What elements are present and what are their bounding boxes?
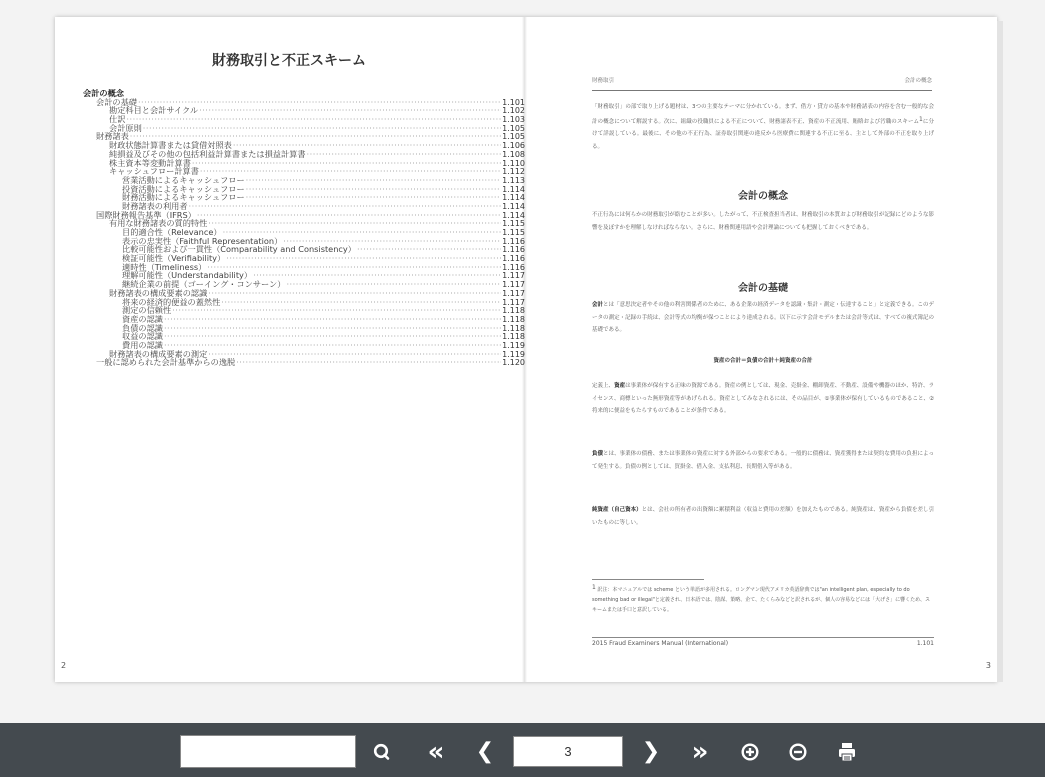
running-head-right: 会計の概念 — [904, 78, 932, 84]
toc-title: 財務取引と不正スキーム — [212, 53, 366, 69]
toc-entry[interactable] — [83, 89, 525, 98]
toc-entry-label: 財務諸表の構成要素の認識 — [109, 287, 208, 298]
toc-entry-page: 1.117 — [502, 297, 525, 307]
toc-entry-page: 1.113 — [502, 175, 525, 185]
zoom-in-button[interactable] — [737, 735, 763, 768]
left-page-number: 2 — [61, 661, 67, 670]
intro-paragraph: 「財務取引」の部で取り上げる題材は、3つの主要なテーマに分かれている。まず、借方・貸方の基本や財務諸表の内容を含む一般的な会計の概念について解説する。次に、組織の役職員による不正について、財務諸表不正、資産の不正流用、賄賂および汚職のスキーム$^1$に分けて詳説している。最後に、その他の不正行為、証券取引関連の違反から医療費に関連する不正に至る、主として外部の不正を取り上げる。 — [592, 104, 934, 150]
zoom-in-icon — [741, 743, 759, 761]
paragraph-accounting: 会計とは「意思決定者やその他の利害関係者のために、ある企業の経済データを認識・集計・測定・伝達すること」と定義できる。このデータの測定・記録の手続は、会計等式の均衡が保つことにより達成される。以下に示す会計モデルまたは会計等式は、すべての複式簿記の基礎である。 — [592, 302, 934, 333]
heading-accounting-concepts: 会計の概念 — [738, 191, 788, 202]
page-spread — [55, 17, 997, 682]
toc-entry-page: 1.114 — [502, 193, 525, 203]
toc-entry[interactable] — [83, 358, 525, 367]
footnote-divider — [592, 579, 704, 580]
toc-leader-dots — [246, 193, 501, 202]
right-page — [527, 17, 997, 682]
zoom-out-button[interactable] — [785, 735, 811, 768]
toc-entry[interactable] — [83, 115, 525, 124]
toc-entry-label: 適時性（Timeliness） — [122, 261, 207, 272]
toc-entry-page: 1.105 — [502, 123, 525, 133]
toc-leader-dots — [307, 150, 502, 159]
toc-entry-label: 有用な財務諸表の質的特性 — [109, 218, 208, 229]
toc-leader-dots — [221, 298, 501, 307]
toc-entry-label: キャッシュフロー計算書 — [109, 166, 199, 177]
toc-leader-dots — [164, 315, 501, 324]
first-page-button[interactable] — [421, 735, 451, 768]
toc-entry-label: 資産の認識 — [122, 313, 163, 324]
toc-entry-page: 1.112 — [502, 167, 525, 177]
toc-leader-dots — [164, 324, 501, 333]
chevron-left-icon: ❮ — [475, 739, 495, 764]
toc-entry-label: 財政状態計算書または貸借対照表 — [109, 140, 232, 151]
table-of-contents — [83, 89, 525, 367]
toc-entry-label: 測定の信頼性 — [122, 305, 172, 316]
toc-entry-label: 継続企業の前提（ゴーイング・コンサーン） — [122, 279, 286, 290]
toc-entry-label: 営業活動によるキャッシュフロー — [122, 174, 245, 185]
toc-entry-label: 勘定科目と会計サイクル — [109, 105, 199, 116]
paragraph-concepts: 不正行為には何らかの財務取引が絡むことが多い。したがって、不正検査担当者は、財務取引の本質および財務取引が記録にどのような影響を及ぼすかを理解しなければならない。さらに、財務関連用語や会計理論についても把握しておくべきである。 — [592, 212, 934, 231]
footnote-ref[interactable]: 1 — [919, 115, 923, 123]
footer-title: 2015 Fraud Examiners Manual (International) — [592, 640, 729, 647]
toc-leader-dots — [199, 106, 501, 115]
paragraph-liabilities: 負債とは、事業体の債務、または事業体の資産に対する外部からの要求である。一般的に債務は、資産獲得または契約な費用の負担によって発生する。負債の例としては、買掛金、借入金、支払利息、長期借入等がある。 — [592, 451, 934, 470]
print-button[interactable] — [834, 735, 860, 768]
toc-entry-page: 1.114 — [502, 201, 525, 211]
toc-entry-label: 純損益及びその他の包括利益計算書または損益計算書 — [109, 148, 306, 159]
toc-entry-page: 1.115 — [502, 228, 525, 237]
toc-leader-dots — [126, 115, 501, 124]
search-icon — [373, 743, 391, 761]
footnote: $^1$ 訳注：本マニュアルでは scheme という単語が多用される。ロングマン現代アメリカ英語辞典では"an intelligent plan, especially to do something bad or illegal"と定義され、日本語では、陰謀、策略、企て、たくらみなどと訳されるが、個人の容易などには「大げさ」に響くため、スキームまたは手口と意訳している。 — [592, 584, 930, 613]
running-head-left: 財務取引 — [592, 78, 615, 84]
toc-entry-page: 1.103 — [502, 115, 525, 125]
toc-entry-label: 表示の忠実性（Faithful Representation） — [122, 235, 283, 246]
toc-entry-page: 1.118 — [502, 332, 525, 342]
toc-entry-label: 投資活動によるキャッシュフロー — [122, 183, 245, 194]
toc-entry-label: 一般に認められた会計基準からの逸脱 — [96, 357, 236, 368]
chevron-right-icon: ❯ — [641, 739, 661, 764]
page-footer — [592, 640, 934, 647]
toc-entry-page: 1.119 — [502, 340, 525, 350]
toc-entry-label: 費用の認識 — [122, 339, 163, 350]
toc-entry-label: 負債の認識 — [122, 322, 163, 333]
double-chevron-left-icon: « — [427, 736, 445, 767]
toc-entry-page: 1.115 — [502, 219, 525, 229]
toc-entry-label: 財務諸表 — [96, 131, 129, 142]
toc-entry[interactable] — [83, 106, 525, 115]
toc-entry-label: 国際財務報告基準（IFRS） — [96, 209, 196, 220]
prev-page-button[interactable] — [472, 735, 498, 768]
toc-leader-dots — [164, 332, 501, 341]
viewer-toolbar — [0, 723, 1045, 777]
toc-entry-page: 1.116 — [502, 262, 525, 272]
toc-leader-dots — [208, 289, 501, 298]
toc-leader-dots — [189, 202, 502, 211]
toc-entry-page: 1.118 — [502, 323, 525, 333]
toc-leader-dots — [208, 350, 501, 359]
toc-entry-label: 会計の概念 — [83, 88, 124, 98]
paragraph-equity: 純資産（自己資本）とは、会社の所有者の出資額に累積利益（収益と費用の差額）を加えたものである。純資産は、資産から負債を差し引いたものに等しい。 — [592, 507, 934, 526]
toc-entry-label: 仕訳 — [109, 114, 126, 125]
toc-entry-label: 理解可能性（Understandability） — [122, 270, 253, 281]
running-header — [592, 76, 932, 91]
toc-leader-dots — [164, 341, 501, 350]
toc-leader-dots — [172, 306, 501, 315]
toc-entry-label: 会計原則 — [109, 122, 142, 133]
toc-entry-page: 1.116 — [502, 254, 525, 264]
accounting-equation: 資産の合計＝負債の合計＋純資産の合計 — [713, 358, 813, 364]
toc-entry-page: 1.108 — [502, 149, 525, 159]
toc-entry-page: 1.120 — [502, 358, 525, 368]
toc-leader-dots — [246, 176, 501, 185]
paragraph-assets: 定義上、資産は事業体が保有する正味の資源である。資産の例としては、現金、売掛金、棚卸資産、不動産、設備や機器のほか、特許、ライセンス、商標といった無形資産等があげられる。資産としてみなされるには、その品目が、①事業体が保有しているものであること、②将来的に便益をもたらすものであることが条件である。 — [592, 383, 934, 414]
toc-entry-page: 1.117 — [502, 271, 525, 281]
toc-entry-page: 1.119 — [502, 349, 525, 359]
toc-entry-page: 1.110 — [502, 158, 525, 168]
toc-entry-label: 収益の認識 — [122, 331, 163, 342]
toc-entry-page: 1.106 — [502, 141, 525, 151]
toc-entry-page: 1.118 — [502, 314, 525, 324]
toc-entry-label: 財務諸表の構成要素の測定 — [109, 348, 208, 359]
footer-page: 1.101 — [916, 640, 934, 647]
toc-entry-page: 1.117 — [502, 288, 525, 298]
toc-leader-dots — [192, 159, 501, 168]
toc-entry-page: 1.114 — [502, 210, 525, 220]
toc-entry-page: 1.102 — [502, 106, 525, 116]
toc-leader-dots — [143, 124, 501, 133]
toc-entry[interactable] — [83, 124, 525, 133]
toc-entry-label: 株主資本等変動計算書 — [109, 157, 191, 168]
toc-entry-label: 財務活動によるキャッシュフロー — [122, 192, 245, 203]
left-page — [55, 17, 523, 682]
print-icon — [838, 742, 856, 762]
toc-entry-label: 比較可能性および一貫性（Comparability and Consistency） — [122, 244, 356, 255]
toc-leader-dots — [236, 358, 501, 367]
footer-divider — [592, 637, 934, 638]
toc-entry-page: 1.116 — [502, 236, 525, 246]
toc-leader-dots — [208, 219, 501, 228]
toc-entry-page: 1.101 — [502, 97, 525, 107]
zoom-out-icon — [789, 743, 807, 761]
toc-entry-label: 将来の経済的便益の蓋然性 — [122, 296, 221, 307]
toc-entry-label: 目的適合性（Relevance） — [122, 227, 222, 237]
toc-leader-dots — [197, 211, 501, 220]
toc-entry-page: 1.118 — [502, 306, 525, 316]
toc-leader-dots — [200, 167, 501, 176]
toc-entry-label: 検証可能性（Verifiability） — [122, 253, 226, 264]
toc-leader-dots — [253, 271, 501, 280]
search-button[interactable] — [368, 735, 396, 768]
last-page-button[interactable] — [685, 735, 715, 768]
toc-leader-dots — [226, 254, 501, 263]
page-number-input[interactable] — [513, 736, 623, 767]
toc-entry-page: 1.117 — [502, 280, 525, 290]
double-chevron-right-icon: » — [691, 736, 709, 767]
toc-entry-page: 1.116 — [502, 245, 525, 255]
toc-entry-label: 財務諸表の利用者 — [122, 200, 188, 211]
toc-entry-page: 1.114 — [502, 184, 525, 194]
heading-accounting-basics: 会計の基礎 — [738, 283, 788, 294]
next-page-button[interactable] — [638, 735, 664, 768]
toc-entry-page: 1.105 — [502, 132, 525, 142]
toc-entry-label: 会計の基礎 — [96, 96, 137, 107]
toc-leader-dots — [286, 280, 501, 289]
toc-leader-dots — [246, 185, 501, 194]
search-input[interactable] — [180, 735, 356, 768]
toc-leader-dots — [357, 245, 501, 254]
right-page-number: 3 — [985, 661, 991, 670]
